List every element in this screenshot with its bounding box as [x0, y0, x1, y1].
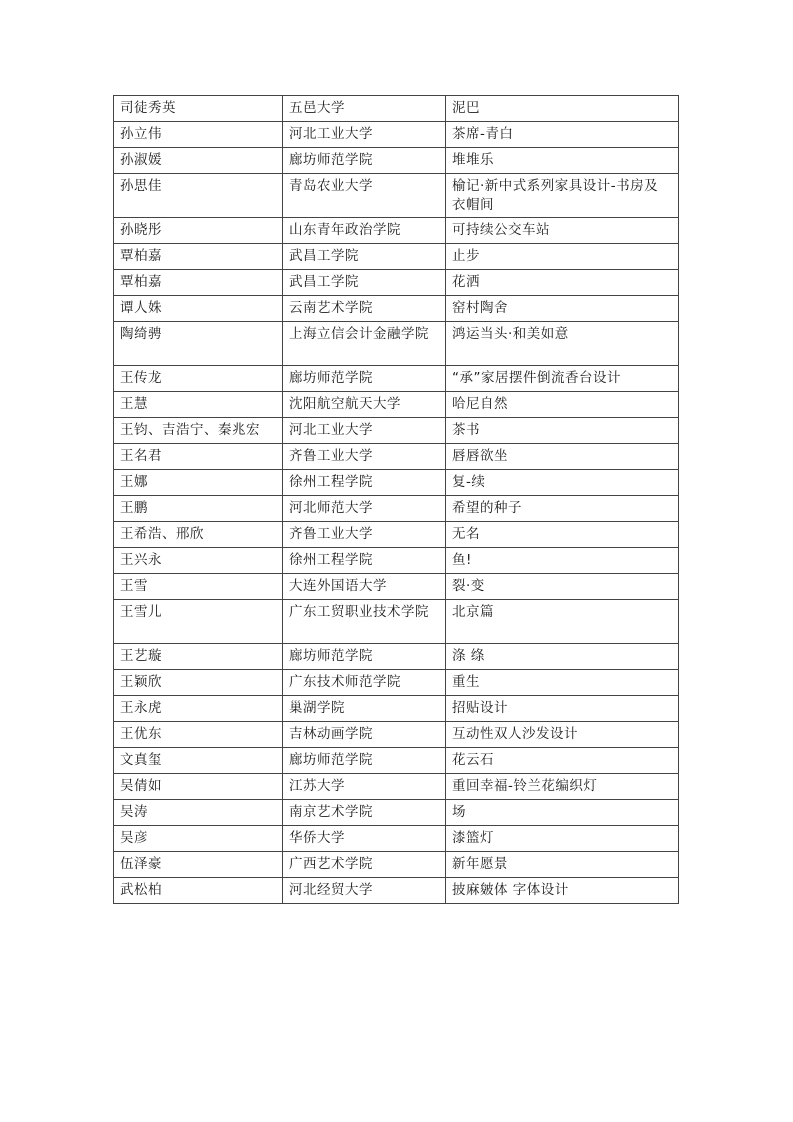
school-cell: 巢湖学院	[283, 696, 446, 722]
school-cell: 廊坊师范学院	[283, 366, 446, 392]
name-cell: 王艺璇	[114, 644, 283, 670]
name-cell: 王希浩、邢欣	[114, 522, 283, 548]
table-row	[114, 392, 679, 418]
name-cell: 王钧、吉浩宁、秦兆宏	[114, 418, 283, 444]
school-cell: 上海立信会计金融学院	[283, 322, 446, 366]
school-cell: 五邑大学	[283, 96, 446, 122]
table-row	[114, 696, 679, 722]
name-cell: 王名君	[114, 444, 283, 470]
name-cell: 吴倩如	[114, 774, 283, 800]
school-cell: 沈阳航空航天大学	[283, 392, 446, 418]
work-cell: 唇唇欲坐	[446, 444, 679, 470]
name-cell: 陶绮骋	[114, 322, 283, 366]
table-row	[114, 244, 679, 270]
work-cell: 哈尼自然	[446, 392, 679, 418]
work-cell: 希望的种子	[446, 496, 679, 522]
table-row	[114, 748, 679, 774]
table-row	[114, 800, 679, 826]
table-row	[114, 296, 679, 322]
name-cell: 伍泽豪	[114, 852, 283, 878]
school-cell: 廊坊师范学院	[283, 748, 446, 774]
name-cell: 王娜	[114, 470, 283, 496]
work-cell: 互动性双人沙发设计	[446, 722, 679, 748]
name-cell: 王雪	[114, 574, 283, 600]
table-row	[114, 418, 679, 444]
name-cell: 武松柏	[114, 878, 283, 904]
school-cell: 廊坊师范学院	[283, 148, 446, 174]
work-cell: 鸿运当头·和美如意	[446, 322, 679, 366]
work-cell: 花云石	[446, 748, 679, 774]
name-cell: 覃柏嘉	[114, 270, 283, 296]
table-row	[114, 322, 679, 366]
table-row	[114, 600, 679, 644]
table-row	[114, 878, 679, 904]
work-cell: 新年愿景	[446, 852, 679, 878]
school-cell: 南京艺术学院	[283, 800, 446, 826]
school-cell: 大连外国语大学	[283, 574, 446, 600]
school-cell: 武昌工学院	[283, 270, 446, 296]
work-cell: 可持续公交车站	[446, 218, 679, 244]
school-cell: 廊坊师范学院	[283, 644, 446, 670]
roster-table-body	[114, 96, 679, 904]
name-cell: 王慧	[114, 392, 283, 418]
table-row	[114, 270, 679, 296]
name-cell: 文真玺	[114, 748, 283, 774]
name-cell: 王雪儿	[114, 600, 283, 644]
work-cell: 漆篮灯	[446, 826, 679, 852]
school-cell: 广东技术师范学院	[283, 670, 446, 696]
work-cell: 复-续	[446, 470, 679, 496]
work-cell: 披麻皴体 字体设计	[446, 878, 679, 904]
table-row	[114, 722, 679, 748]
work-cell: 花洒	[446, 270, 679, 296]
name-cell: 孙立伟	[114, 122, 283, 148]
table-row	[114, 522, 679, 548]
work-cell: 涤 绦	[446, 644, 679, 670]
table-row	[114, 774, 679, 800]
table-row	[114, 548, 679, 574]
table-row	[114, 444, 679, 470]
school-cell: 江苏大学	[283, 774, 446, 800]
school-cell: 武昌工学院	[283, 244, 446, 270]
work-cell: 无名	[446, 522, 679, 548]
work-cell: “承”家居摆件倒流香台设计	[446, 366, 679, 392]
work-cell: 裂·变	[446, 574, 679, 600]
name-cell: 孙晓彤	[114, 218, 283, 244]
name-cell: 吴彦	[114, 826, 283, 852]
name-cell: 王传龙	[114, 366, 283, 392]
school-cell: 华侨大学	[283, 826, 446, 852]
work-cell: 茶席-青白	[446, 122, 679, 148]
table-row	[114, 496, 679, 522]
school-cell: 广东工贸职业技术学院	[283, 600, 446, 644]
work-cell: 重回幸福-铃兰花编织灯	[446, 774, 679, 800]
work-cell: 北京篇	[446, 600, 679, 644]
school-cell: 河北师范大学	[283, 496, 446, 522]
work-cell: 窑村陶舍	[446, 296, 679, 322]
table-row	[114, 470, 679, 496]
school-cell: 徐州工程学院	[283, 470, 446, 496]
table-row	[114, 852, 679, 878]
school-cell: 齐鲁工业大学	[283, 522, 446, 548]
work-cell: 止步	[446, 244, 679, 270]
work-cell: 鱼!	[446, 548, 679, 574]
school-cell: 山东青年政治学院	[283, 218, 446, 244]
name-cell: 王兴永	[114, 548, 283, 574]
name-cell: 孙淑媛	[114, 148, 283, 174]
work-cell: 茶书	[446, 418, 679, 444]
table-row	[114, 574, 679, 600]
table-row	[114, 218, 679, 244]
table-row	[114, 670, 679, 696]
table-row	[114, 96, 679, 122]
work-cell: 重生	[446, 670, 679, 696]
table-row	[114, 644, 679, 670]
name-cell: 司徒秀英	[114, 96, 283, 122]
work-cell: 堆堆乐	[446, 148, 679, 174]
name-cell: 王颖欣	[114, 670, 283, 696]
name-cell: 覃柏嘉	[114, 244, 283, 270]
table-row	[114, 174, 679, 218]
school-cell: 齐鲁工业大学	[283, 444, 446, 470]
table-row	[114, 366, 679, 392]
school-cell: 徐州工程学院	[283, 548, 446, 574]
school-cell: 河北经贸大学	[283, 878, 446, 904]
school-cell: 广西艺术学院	[283, 852, 446, 878]
school-cell: 青岛农业大学	[283, 174, 446, 218]
table-row	[114, 826, 679, 852]
work-cell: 榆记·新中式系列家具设计-书房及衣帽间	[446, 174, 679, 218]
school-cell: 河北工业大学	[283, 122, 446, 148]
name-cell: 王永虎	[114, 696, 283, 722]
name-cell: 孙思佳	[114, 174, 283, 218]
name-cell: 谭人姝	[114, 296, 283, 322]
roster-table	[113, 95, 679, 904]
name-cell: 王优东	[114, 722, 283, 748]
school-cell: 吉林动画学院	[283, 722, 446, 748]
table-row	[114, 122, 679, 148]
name-cell: 王鹏	[114, 496, 283, 522]
work-cell: 场	[446, 800, 679, 826]
school-cell: 云南艺术学院	[283, 296, 446, 322]
name-cell: 吴涛	[114, 800, 283, 826]
school-cell: 河北工业大学	[283, 418, 446, 444]
work-cell: 泥巴	[446, 96, 679, 122]
work-cell: 招贴设计	[446, 696, 679, 722]
table-row	[114, 148, 679, 174]
